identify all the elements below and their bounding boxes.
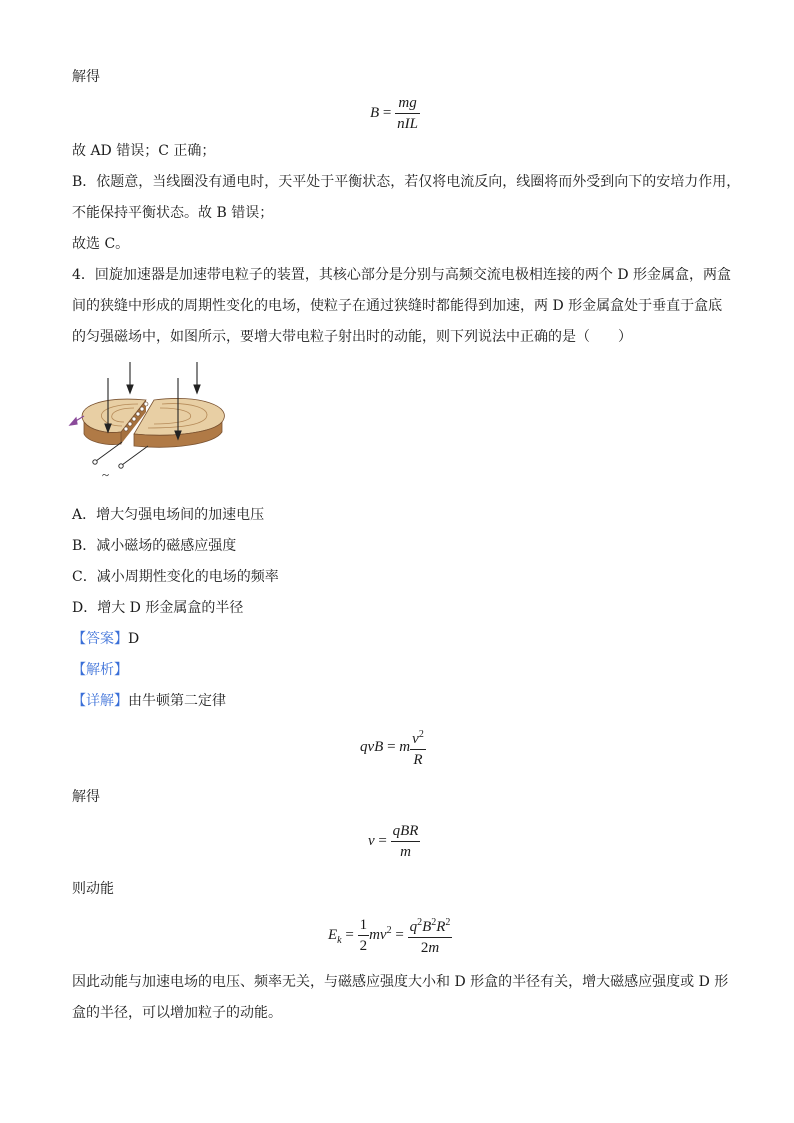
text-b-line-1: B．依题意，当线圈没有通电时，天平处于平衡状态，若仅将电流反向，线圈将而外受到向下的安培力作用， [72,174,741,190]
answer-line [72,629,139,649]
detail-tag: 【详解】 [72,693,128,709]
formula-qvb-eq-mv2-over-r: qvB = m $\frac{v^2}{R}$ [360,726,426,769]
conclusion-line-2: 盒的半径，可以增加粒子的动能。 [72,1005,282,1021]
analysis-tag [72,660,128,680]
formula-v-eq-qbr-over-m: v = $\frac{\text{qBR}}{m}$ [368,823,419,860]
detail-text: 由牛顿第二定律 [128,693,226,709]
option-d: D．增大 D 形金属盒的半径 [72,600,244,616]
option-a: A．增大匀强电场间的加速电压 [72,507,265,523]
answer-tag: 【答案】 [72,631,128,647]
ac-symbol: ~ [102,467,110,482]
question-4-line-2: 间的狭缝中形成的周期性变化的电场，使粒子在通过狭缝时都能得到加速，两 D 形金属盒处于垂直于盒底 [72,298,723,314]
text-jiede-2: 解得 [72,789,100,805]
particle-exit-arrow [70,416,84,425]
formula-b-eq-mg-over-nil: B = $\frac{mg}{\text{nIL}}$ [370,95,418,132]
formula-kinetic-energy: $E_k$ = $\frac{1}{2}$ $mv^2$ = $\frac{q^2B^2R^2}{2m}$ [328,914,452,957]
question-4-line-1: 4．回旋加速器是加速带电粒子的装置，其核心部分是分别与高频交流电极相连接的两个 D 形金属盒，两盒 [72,267,732,283]
answer-value: D [128,631,140,647]
detail-line [72,691,226,711]
option-c: C．减小周期性变化的电场的频率 [72,569,279,585]
text-ad-wrong: 故 AD 错误；C 正确； [72,143,216,159]
option-b: B．减小磁场的磁感应强度 [72,538,237,554]
conclusion-line-1: 因此动能与加速电场的电压、频率无关，与磁感应强度大小和 D 形盒的半径有关，增大磁感应强度或 D 形 [72,974,729,990]
text-jiede-1: 解得 [72,69,100,85]
text-ze-dongneng: 则动能 [72,881,114,897]
text-choose-c: 故选 C。 [72,236,130,252]
analysis-tag-text: 【解析】 [72,662,128,678]
right-d-shaped-box [134,398,224,447]
text-b-line-2: 不能保持平衡状态。故 B 错误； [72,205,274,221]
cyclotron-diagram [64,358,234,482]
question-4-line-3: 的匀强磁场中，如图所示，要增大带电粒子射出时的动能，则下列说法中正确的是（ ） [72,329,632,345]
